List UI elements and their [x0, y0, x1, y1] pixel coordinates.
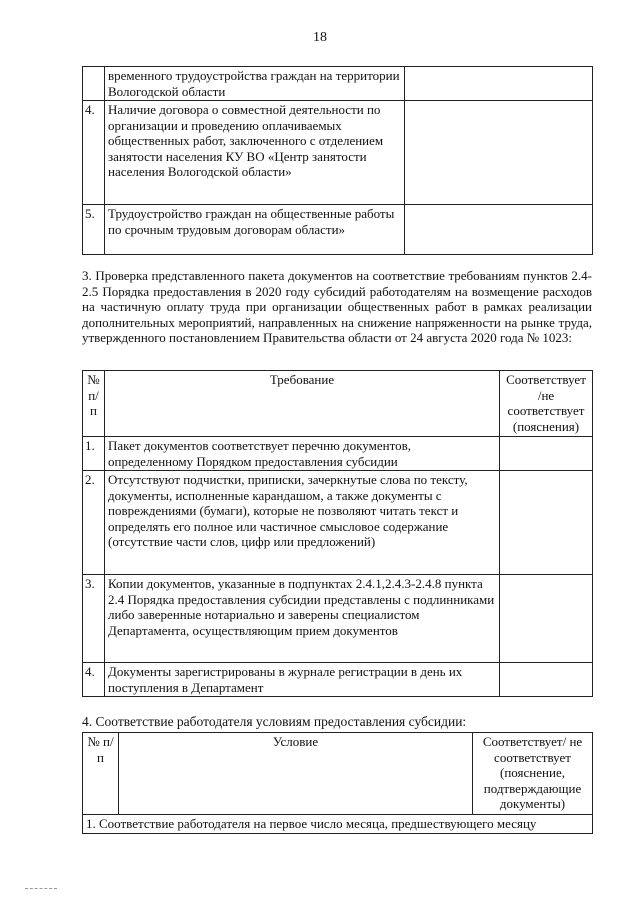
row-text: Наличие договора о совместной деятельности по организации и проведению оплачиваемых общественных работ, заключенного с отделением занятости населения КУ ВО «Центр занятости населения Вологодской области» — [105, 101, 405, 205]
row-number: 5. — [83, 205, 105, 255]
table-row — [83, 471, 593, 575]
row-number: 2. — [83, 471, 105, 575]
row-result-cell — [500, 663, 593, 697]
table-header-row — [83, 371, 593, 437]
requirements-table — [82, 370, 593, 697]
table-row — [83, 101, 593, 205]
row-text: временного трудоустройства граждан на территории Вологодской области — [105, 67, 405, 101]
row-number: 1. — [83, 437, 105, 471]
conditions-table — [82, 732, 593, 834]
table-continuation — [82, 66, 593, 255]
table-row — [83, 575, 593, 663]
row-text: Трудоустройство граждан на общественные работы по срочным трудовым договорам области» — [105, 205, 405, 255]
table-row — [83, 437, 593, 471]
row-number: 4. — [83, 101, 105, 205]
page-number: 18 — [313, 30, 327, 45]
table-header-row — [83, 733, 593, 815]
row-text: 1. Соответствие работодателя на первое число месяца, предшествующего месяцу — [83, 815, 593, 834]
row-result-cell — [500, 471, 593, 575]
section-4-title: 4. Соответствие работодателя условиям предоставления субсидии: — [82, 714, 467, 729]
header-requirement: Требование — [105, 371, 500, 437]
row-result-cell — [500, 437, 593, 471]
table-row — [83, 815, 593, 834]
row-number: 3. — [83, 575, 105, 663]
section-3-paragraph: 3. Проверка представленного пакета документов на соответствие требованиям пунктов 2.4-2.5 Порядка предоставления в 2020 году субсидий работодателям на возмещение расходов на частичную оплату труда при организации общественных работ в рамках реализации дополнительных мероприятий, направленных на снижение напряженности на рынке труда, утвержденного постановлением Правительства области от 24 августа 2020 года № 1023: — [82, 268, 592, 345]
table-row — [83, 205, 593, 255]
header-num: № п/п — [83, 371, 105, 437]
header-condition: Условие — [119, 733, 473, 815]
header-num: № п/п — [83, 733, 119, 815]
table-row — [83, 663, 593, 697]
row-text: Пакет документов соответствует перечню документов, определенному Порядком предоставления субсидии — [105, 437, 500, 471]
header-result: Соответствует/ не соответствует (пояснение, подтверждающие документы) — [473, 733, 593, 815]
row-text: Документы зарегистрированы в журнале регистрации в день их поступления в Департамент — [105, 663, 500, 697]
row-result-cell — [405, 101, 593, 205]
row-number — [83, 67, 105, 101]
table-row — [83, 67, 593, 101]
row-result-cell — [405, 67, 593, 101]
row-number: 4. — [83, 663, 105, 697]
row-text: Отсутствуют подчистки, приписки, зачеркнутые слова по тексту, документы, исполненные карандашом, а также документы с повреждениями (бумаги), которые не позволяют читать текст и определять его полное или частичное смысловое содержание (отсутствие части слов, цифр или предложений) — [105, 471, 500, 575]
row-text: Копии документов, указанные в подпунктах 2.4.1,2.4.3-2.4.8 пункта 2.4 Порядка предоставления субсидии представлены с подлинниками либо заверенные нотариально и заверены специалистом Департамента, осуществляющим прием документов — [105, 575, 500, 663]
row-result-cell — [405, 205, 593, 255]
footer-divider — [25, 888, 57, 889]
row-result-cell — [500, 575, 593, 663]
header-result: Соответствует /не соответствует (пояснения) — [500, 371, 593, 437]
